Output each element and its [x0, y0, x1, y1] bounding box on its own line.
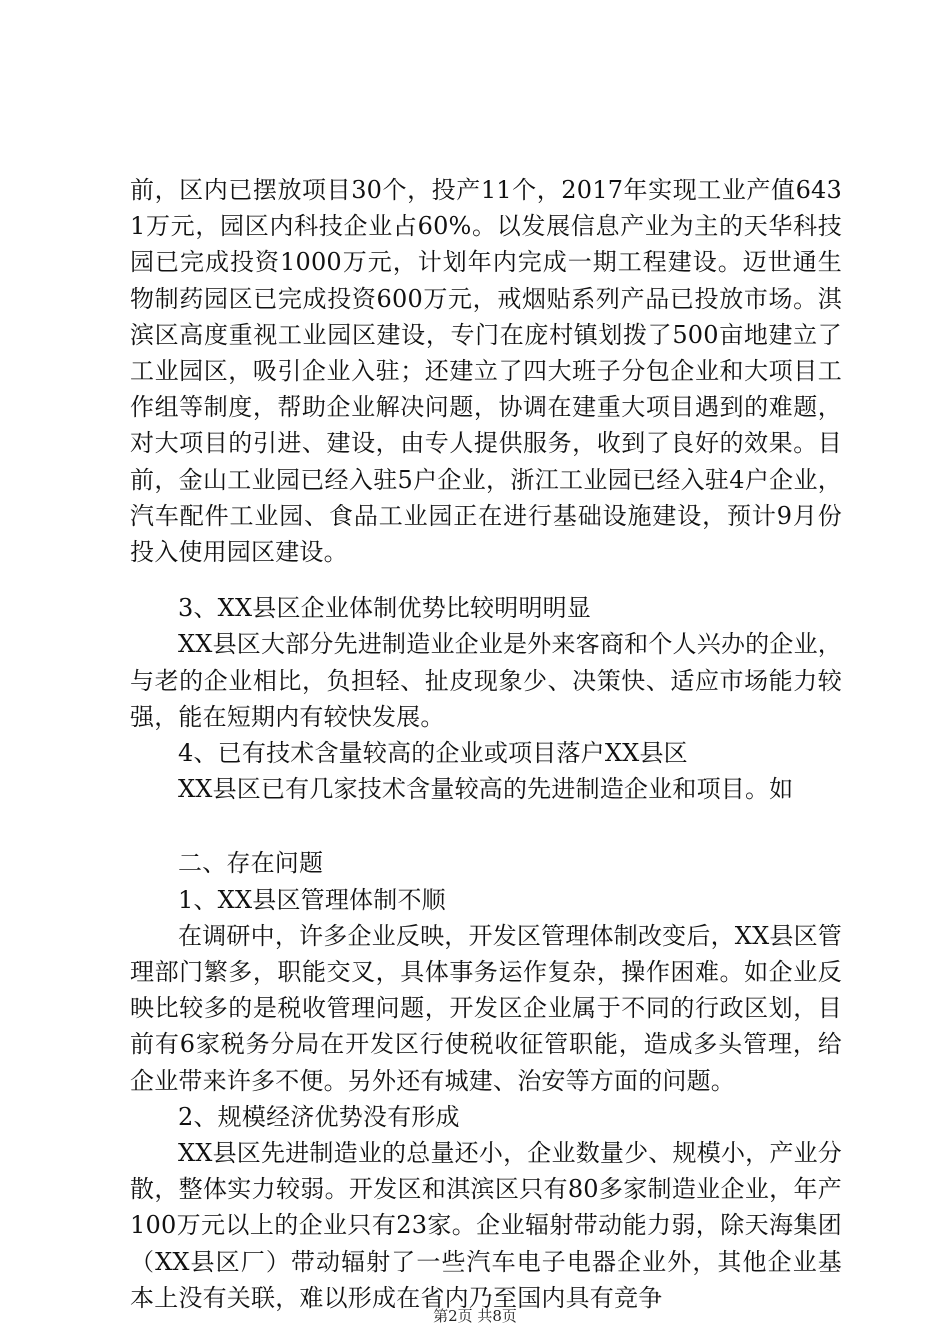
heading-system-advantage: 3、XX县区企业体制优势比较明明明显: [178, 594, 592, 623]
heading-management-system: 1、XX县区管理体制不顺: [178, 885, 446, 914]
section-heading-problems: 二、存在问题: [178, 849, 324, 878]
paragraph-system-advantage: XX县区大部分先进制造业企业是外来客商和个人兴办的企业，与老的企业相比，负担轻、扯皮现象少、决策快、适应市场能力较强，能在短期内有较快发展。: [130, 630, 842, 731]
heading-scale-economy: 2、规模经济优势没有形成: [178, 1102, 460, 1131]
heading-tech-enterprises: 4、已有技术含量较高的企业或项目落户XX县区: [178, 739, 688, 768]
paragraph-industrial-parks: 前，区内已摆放项目30个，投产11个，2017年实现工业产值6431万元，园区内科技企业占60%。以发展信息产业为主的天华科技园已完成投资1000万元，计划年内完成一期工程建设。迈世通生物制药园区已完成投资600万元，戒烟贴系列产品已投放市场。淇滨区高度重视工业园区建设，专门在庞村镇划拨了500亩地建立了工业园区，吸引企业入驻；还建立了四大班子分包企业和大项目工作组等制度，帮助企业解决问题，协调在建重大项目遇到的难题，对大项目的引进、建设，由专人提供服务，收到了良好的效果。目前，金山工业园已经入驻5户企业，浙江工业园已经入驻4户企业，汽车配件工业园、食品工业园正在进行基础设施建设，预计9月份投入使用园区建设。: [130, 176, 842, 567]
paragraph-tech-enterprises: XX县区已有几家技术含量较高的先进制造企业和项目。如: [178, 775, 794, 804]
paragraph-scale-economy: XX县区先进制造业的总量还小，企业数量少、规模小，产业分散，整体实力较弱。开发区和淇滨区只有80多家制造业企业，年产100万元以上的企业只有23家。企业辐射带动能力弱，除天海集团（XX县区厂）带动辐射了一些汽车电子电器企业外，其他企业基本上没有关联，难以形成在省内乃至国内具有竞争: [130, 1139, 842, 1312]
paragraph-management-system: 在调研中，许多企业反映，开发区管理体制改变后，XX县区管理部门繁多，职能交叉，具体事务运作复杂，操作困难。如企业反映比较多的是税收管理问题，开发区企业属于不同的行政区划，目前有6家税务分局在开发区行使税收征管职能，造成多头管理，给企业带来许多不便。另外还有城建、治安等方面的问题。: [130, 921, 842, 1095]
document-body: [130, 172, 842, 1316]
page-number-footer: 第2页 共8页: [433, 1307, 517, 1325]
